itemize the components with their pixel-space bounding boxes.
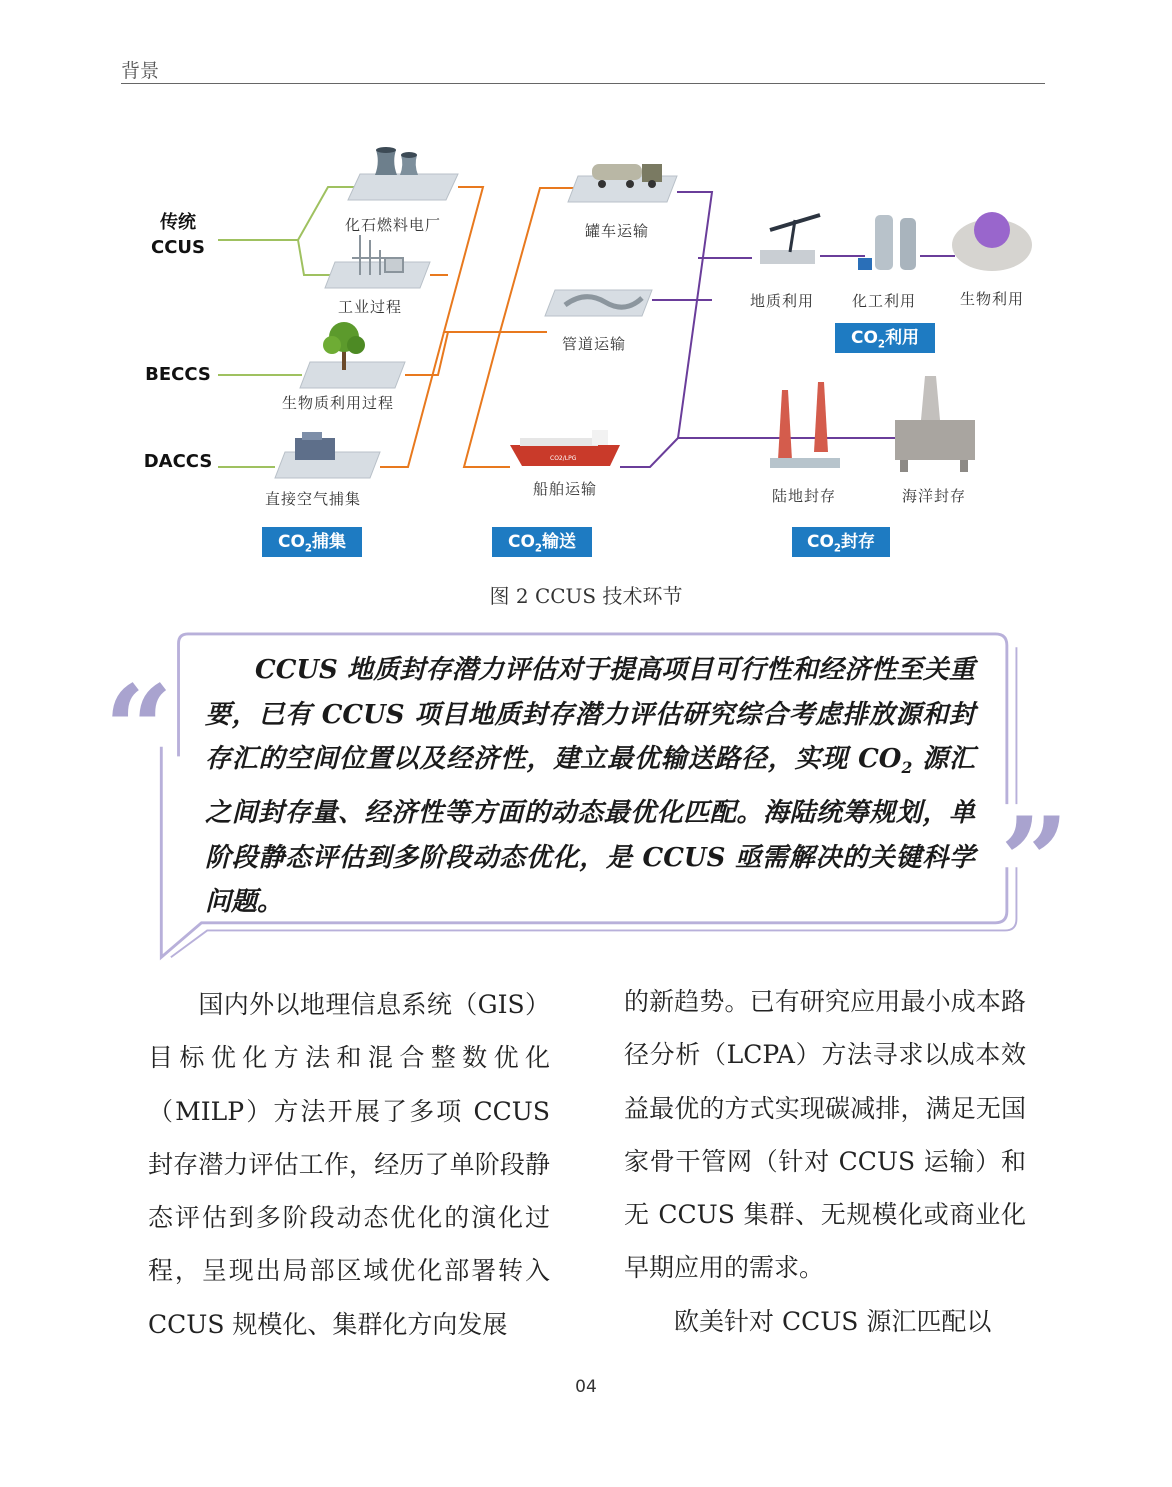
ccus-figure xyxy=(130,140,1050,570)
onshore-storage-icon xyxy=(770,382,840,468)
label-traditional-ccus: 传统 CCUS xyxy=(151,212,205,258)
ship-marking: CO2/LPG xyxy=(550,455,577,462)
figure-caption: 图 2 CCUS 技术环节 xyxy=(489,584,683,608)
stage-badge-capture: $CO_2$捕集 xyxy=(262,527,362,557)
node-offshore-storage: 海洋封存 xyxy=(902,487,967,505)
body-column-right: 的新趋势。已有研究应用最小成本路径分析（LCPA）方法寻求以成本效益最优的方式实现碳减排，满足无国家骨干管网（针对 CCUS 运输）和无 CCUS 集群、无规模化或商业化早期应用的需求。 欧美针对 CCUS 源汇匹配以 xyxy=(624,987,1026,1336)
node-onshore-storage: 陆地封存 xyxy=(772,487,837,505)
direct-air-capture-icon xyxy=(295,432,335,460)
quote-text: CCUS 地质封存潜力评估对于提高项目可行性和经济性至关重要，已有 CCUS 项目地质封存潜力评估研究综合考虑排放源和封存汇的空间位置以及经济性，建立最优输送路径，实现 $CO_2$ 源汇之间封存量、经济性等方面的动态最优化匹配。海陆统筹规划，单阶段静态评估到多阶段动态优化，是 CCUS 亟需解决的关键科学问题。 xyxy=(205,655,975,918)
node-tanker-transport: 罐车运输 xyxy=(585,222,650,240)
node-ship-transport: 船舶运输 xyxy=(533,480,598,498)
node-direct-air-capture: 直接空气捕集 xyxy=(265,490,362,508)
body-column-left: 国内外以地理信息系统（GIS）目标优化方法和混合整数优化（MILP）方法开展了多项 CCUS 封存潜力评估工作，经历了单阶段静态评估到多阶段动态优化的演化过程，呈现出局部区域优化部署转入 CCUS 规模化、集群化方向发展 xyxy=(148,990,550,1339)
node-fossil-power: 化石燃料电厂 xyxy=(345,216,442,234)
node-industrial: 工业过程 xyxy=(338,298,403,316)
page-number: 04 xyxy=(575,1377,597,1397)
stage-badge-transport: $CO_2$输送 xyxy=(492,527,592,557)
label-beccs: BECCS xyxy=(145,364,211,385)
stage-badge-utilization: $CO_2$利用 xyxy=(835,323,935,353)
header-divider xyxy=(121,83,1045,84)
tanker-truck-icon xyxy=(592,164,662,188)
power-plant-icon xyxy=(375,147,418,175)
node-geological-use: 地质利用 xyxy=(750,292,815,310)
close-quote-mark: ” xyxy=(1000,791,1070,932)
pumpjack-icon xyxy=(760,215,820,264)
open-quote-mark: “ xyxy=(104,659,174,800)
chemical-utilization-icon xyxy=(858,215,916,270)
node-biomass: 生物质利用过程 xyxy=(282,394,395,412)
node-biological-use: 生物利用 xyxy=(960,290,1025,308)
biological-cell-icon xyxy=(952,212,1032,271)
node-pipeline-transport: 管道运输 xyxy=(562,335,627,353)
label-daccs: DACCS xyxy=(143,451,213,472)
node-chemical-use: 化工利用 xyxy=(852,292,917,310)
offshore-platform-icon xyxy=(895,376,975,472)
ship-icon xyxy=(510,430,620,466)
stage-badge-storage: $CO_2$封存 xyxy=(792,527,890,557)
section-header: 背景 xyxy=(121,60,160,82)
